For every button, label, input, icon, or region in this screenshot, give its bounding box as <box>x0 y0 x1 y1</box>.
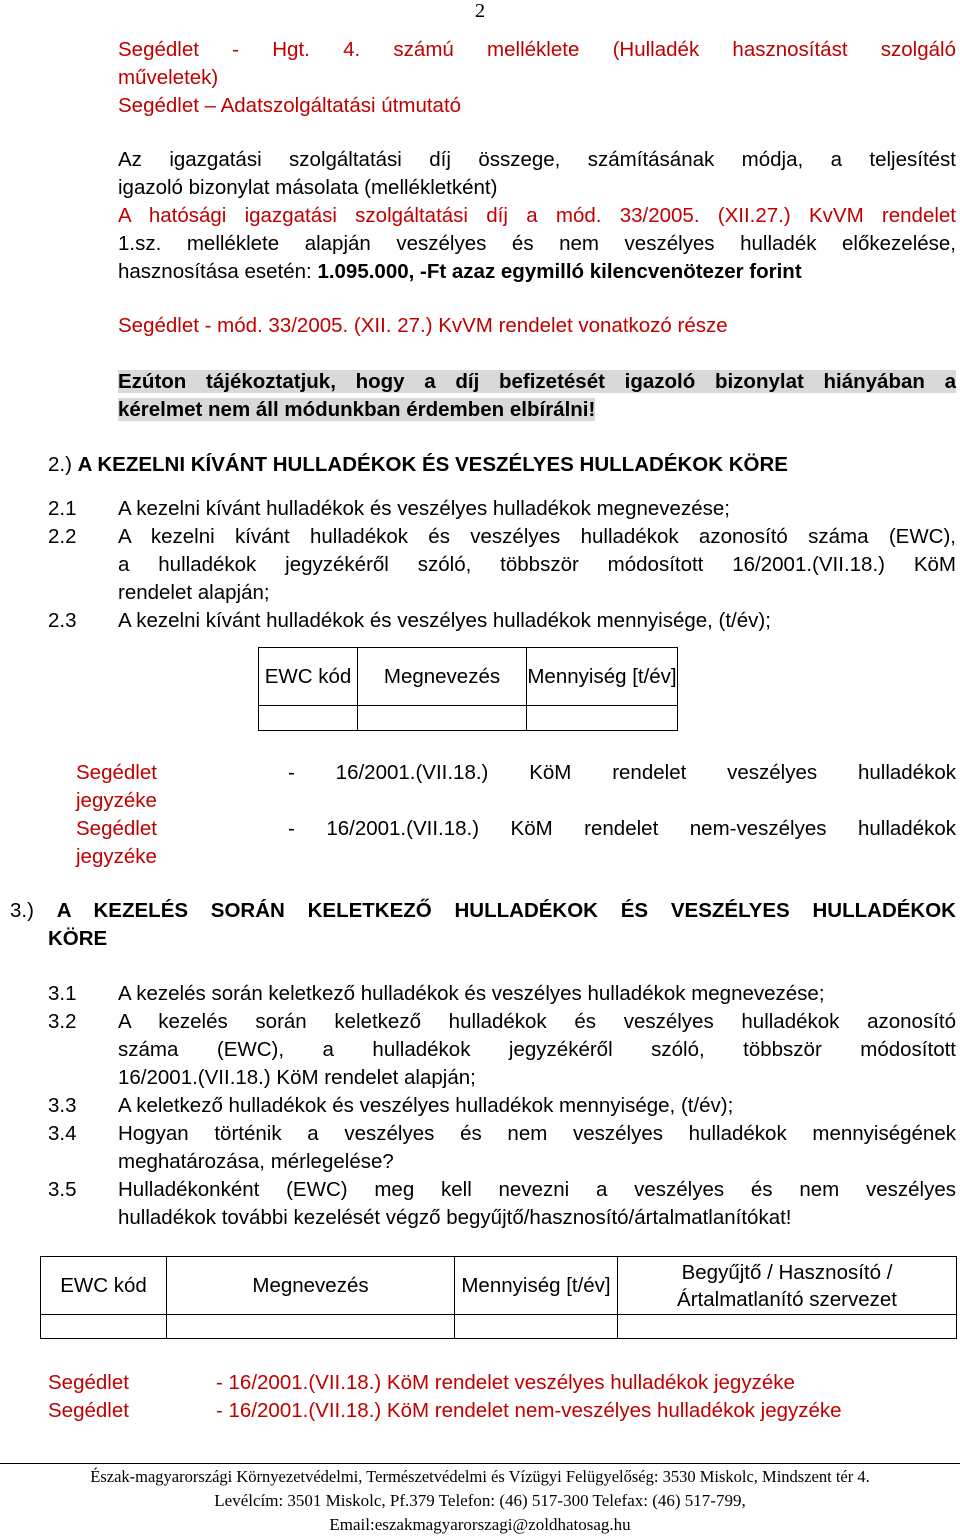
list-item <box>48 1092 956 1120</box>
item-number: 3.5 <box>48 1178 77 1201</box>
item-text: rendelet alapján; <box>118 581 270 604</box>
section3-refs <box>48 1369 956 1425</box>
hazardous-list-link[interactable]: Segédlet <box>76 761 157 784</box>
notice-line: kérelmet nem áll módunkban érdemben elbírálni! <box>118 398 596 421</box>
item-text: 16/2001.(VII.18.) KöM rendelet alapján; <box>118 1066 476 1089</box>
th-name: Megnevezés <box>167 1257 455 1315</box>
item-number: 2.3 <box>48 609 77 632</box>
item-number: 3.4 <box>48 1122 77 1145</box>
th-ewc: EWC kód <box>259 648 358 706</box>
item-text: száma (EWC), a hulladékok jegyzékéről szóló, többször módosított <box>118 1038 956 1061</box>
list-item <box>48 495 956 523</box>
fee-line: hasznosítása esetén: <box>118 260 318 283</box>
ref-text: - 16/2001.(VII.18.) KöM rendelet nem-veszélyes hulladékok <box>288 817 956 840</box>
list-item <box>48 1176 956 1232</box>
table-cell[interactable] <box>358 706 527 731</box>
item-text: Hulladékonként (EWC) meg kell nevezni a veszélyes és nem veszélyes <box>118 1178 956 1201</box>
list-item <box>48 980 956 1008</box>
footer-email: Email:eszakmagyarorszagi@zoldhatosag.hu <box>329 1515 631 1534</box>
non-hazardous-list-link[interactable]: Segédlet <box>48 1399 129 1422</box>
non-hazardous-list-text-link[interactable]: - 16/2001.(VII.18.) KöM rendelet nem-veszélyes hulladékok jegyzéke <box>216 1399 842 1422</box>
item-text: A kezelés során keletkező hulladékok és veszélyes hulladékok azonosító <box>118 1010 956 1033</box>
table-cell[interactable] <box>527 706 678 731</box>
data-guide-link[interactable]: Segédlet – Adatszolgáltatási útmutató <box>118 94 462 117</box>
page-number: 2 <box>474 0 486 22</box>
table-cell[interactable] <box>455 1315 618 1339</box>
fee-line: Az igazgatási szolgáltatási díj összege, számításának módja, a teljesítést <box>118 148 956 171</box>
item-number: 3.2 <box>48 1010 77 1033</box>
non-hazardous-list-link[interactable]: Segédlet <box>76 817 157 840</box>
list-item <box>48 1008 956 1092</box>
th-quantity: Mennyiség [t/év] <box>527 648 678 706</box>
footer-contact: Levélcím: 3501 Miskolc, Pf.379 Telefon: (46) 517-300 Telefax: (46) 517-799, <box>214 1491 746 1510</box>
decree-reference-link[interactable]: Segédlet - mód. 33/2005. (XII. 27.) KvVM rendelet vonatkozó része <box>118 314 728 337</box>
item-number: 2.1 <box>48 497 77 520</box>
fee-paragraph <box>118 146 956 286</box>
hazardous-list-link-cont[interactable]: jegyzéke <box>76 789 157 812</box>
fee-line: igazoló bizonylat másolata (mellékletként) <box>118 176 498 199</box>
item-number: 3.1 <box>48 982 77 1005</box>
hgt-annex-link-cont[interactable]: műveletek) <box>118 66 219 89</box>
non-hazardous-list-link-cont[interactable]: jegyzéke <box>76 845 157 868</box>
item-text: A kezelés során keletkező hulladékok és veszélyes hulladékok megnevezése; <box>118 982 825 1005</box>
th-quantity: Mennyiség [t/év] <box>455 1257 618 1315</box>
section3-title: 3.) A KEZELÉS SORÁN KELETKEZŐ HULLADÉKOK ÉS VESZÉLYES HULLADÉKOK KÖRE <box>10 899 956 950</box>
section3-table <box>40 1256 957 1339</box>
th-ewc: EWC kód <box>41 1257 167 1315</box>
item-text: A kezelni kívánt hulladékok és veszélyes hulladékok mennyisége, (t/év); <box>118 609 771 632</box>
th-name: Megnevezés <box>358 648 527 706</box>
table-cell[interactable] <box>41 1315 167 1339</box>
footer-divider <box>0 1463 960 1464</box>
list-item <box>48 1120 956 1176</box>
table-cell[interactable] <box>167 1315 455 1339</box>
fee-decree-link[interactable]: A hatósági igazgatási szolgáltatási díj a mód. 33/2005. (XII.27.) KvVM rendelet <box>118 204 956 227</box>
section2-table <box>258 647 678 731</box>
payment-notice <box>118 368 956 424</box>
item-text: hulladékok további kezelését végző begyűjtő/hasznosító/ártalmatlanítókat! <box>118 1206 792 1229</box>
notice-line: Ezúton tájékoztatjuk, hogy a díj befizetését igazoló bizonylat hiányában a <box>118 370 956 393</box>
ref-text: - 16/2001.(VII.18.) KöM rendelet veszélyes hulladékok <box>288 761 956 784</box>
section2-refs <box>76 759 956 871</box>
fee-line: 1.sz. melléklete alapján veszélyes és nem veszélyes hulladék előkezelése, <box>118 232 956 255</box>
section2-title: 2.) A KEZELNI KÍVÁNT HULLADÉKOK ÉS VESZÉLYES HULLADÉKOK KÖRE <box>48 453 788 476</box>
hazardous-list-text-link[interactable]: - 16/2001.(VII.18.) KöM rendelet veszélyes hulladékok jegyzéke <box>216 1371 795 1394</box>
fee-amount: 1.095.000, -Ft azaz egymilló kilencvenötezer forint <box>317 260 802 283</box>
hgt-annex-link[interactable]: Segédlet - Hgt. 4. számú melléklete (Hulladék hasznosítást szolgáló <box>118 38 956 61</box>
list-item <box>48 523 956 607</box>
footer-address: Észak-magyarországi Környezetvédelmi, Természetvédelmi és Vízügyi Felügyelőség: 3530 Miskolc, Mindszent tér 4. <box>90 1467 870 1486</box>
item-text: meghatározása, mérlegelése? <box>118 1150 394 1173</box>
list-item <box>48 607 956 635</box>
top-links <box>118 36 956 120</box>
item-text: A kezelni kívánt hulladékok és veszélyes hulladékok megnevezése; <box>118 497 730 520</box>
item-number: 3.3 <box>48 1094 77 1117</box>
item-text: a hulladékok jegyzékéről szóló, többször módosított 16/2001.(VII.18.) KöM <box>118 553 956 576</box>
item-text: Hogyan történik a veszélyes és nem veszélyes hulladékok mennyiségének <box>118 1122 956 1145</box>
table-cell[interactable] <box>259 706 358 731</box>
th-organization: Begyűjtő / Hasznosító / Ártalmatlanító szervezet <box>618 1257 957 1315</box>
hazardous-list-link[interactable]: Segédlet <box>48 1371 129 1394</box>
item-number: 2.2 <box>48 525 77 548</box>
item-text: A keletkező hulladékok és veszélyes hulladékok mennyisége, (t/év); <box>118 1094 734 1117</box>
table-cell[interactable] <box>618 1315 957 1339</box>
item-text: A kezelni kívánt hulladékok és veszélyes hulladékok azonosító száma (EWC), <box>118 525 956 548</box>
